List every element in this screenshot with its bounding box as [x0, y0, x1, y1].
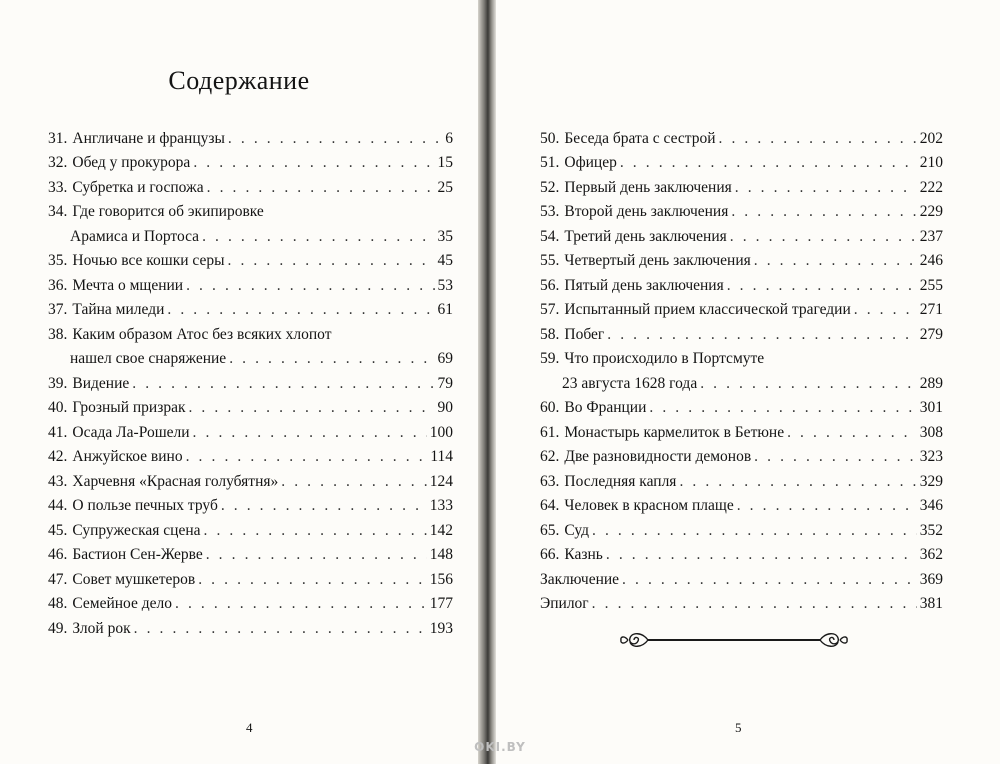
dot-leader [854, 301, 917, 319]
chapter-title: Супружеская сцена [72, 521, 201, 539]
chapter-page-number: 61 [437, 301, 453, 318]
toc-entry [48, 126, 453, 151]
dot-leader [228, 130, 442, 148]
chapter-title: Видение [72, 374, 130, 392]
chapter-number: 42. [48, 448, 68, 465]
dot-leader [679, 473, 916, 491]
decorative-divider-icon [618, 628, 850, 652]
dot-leader [787, 424, 917, 442]
chapter-title: нашел свое снаряжение [70, 350, 227, 367]
toc-entry [48, 224, 453, 249]
chapter-number: 55. [540, 252, 560, 269]
chapter-number: 38. [48, 325, 68, 343]
chapter-page-number: 279 [919, 325, 943, 343]
dot-leader [592, 595, 917, 613]
chapter-page-number: 202 [919, 129, 943, 147]
chapter-number: 57. [540, 301, 560, 318]
toc-entry [540, 567, 943, 592]
toc-entry [540, 445, 943, 470]
toc-entry [48, 494, 453, 519]
chapter-page-number: 246 [919, 252, 943, 269]
dot-leader [132, 375, 434, 393]
chapter-title: Офицер [564, 154, 617, 171]
dot-leader [735, 179, 917, 197]
chapter-title: Злой рок [72, 619, 131, 637]
chapter-page-number: 177 [429, 595, 453, 612]
toc-entry [540, 543, 943, 568]
chapter-number: 65. [540, 521, 560, 539]
dot-leader [186, 277, 434, 295]
chapter-number: 54. [540, 227, 560, 245]
toc-list-right [540, 126, 943, 616]
chapter-page-number: 346 [919, 497, 943, 514]
page-number-left: 4 [246, 720, 253, 735]
chapter-number: 61. [540, 423, 560, 441]
chapter-title: Монастырь кармелиток в Бетюне [564, 423, 785, 441]
chapter-number: 62. [540, 448, 560, 465]
toc-entry [48, 371, 453, 396]
toc-entry [48, 249, 453, 274]
toc-entry [48, 469, 453, 494]
chapter-title: Осада Ла-Рошели [72, 423, 190, 441]
chapter-title: Семейное дело [72, 595, 173, 612]
chapter-number: 50. [540, 129, 560, 147]
chapter-page-number: 90 [437, 399, 453, 416]
chapter-number: 44. [48, 497, 68, 514]
dot-leader [719, 130, 917, 148]
chapter-number: 40. [48, 399, 68, 416]
chapter-page-number: 45 [437, 252, 453, 269]
dot-leader [737, 497, 917, 515]
toc-entry [48, 567, 453, 592]
chapter-page-number: 15 [437, 154, 453, 171]
chapter-page-number: 69 [437, 350, 453, 367]
chapter-number: 41. [48, 423, 68, 441]
dot-leader [206, 546, 427, 564]
chapter-title: Совет мушкетеров [72, 570, 196, 588]
chapter-number: 36. [48, 276, 68, 294]
chapter-number: 56. [540, 276, 560, 294]
chapter-page-number: 229 [919, 203, 943, 220]
chapter-number: 52. [540, 178, 560, 196]
chapter-title: Заключение [540, 570, 620, 588]
chapter-title: Бастион Сен-Жерве [72, 546, 203, 563]
toc-entry [540, 273, 943, 298]
toc-entry [540, 175, 943, 200]
chapter-number: 35. [48, 252, 68, 269]
toc-entry [48, 616, 453, 641]
chapter-title: Где говорится об экипировке [72, 203, 264, 220]
toc-entry [48, 445, 453, 470]
chapter-number: 47. [48, 570, 68, 588]
dot-leader [649, 399, 916, 417]
chapter-title: Анжуйское вино [72, 448, 183, 465]
dot-leader [620, 154, 917, 172]
toc-entry [48, 200, 453, 225]
toc-entry [540, 298, 943, 323]
chapter-title: Первый день заключения [564, 178, 732, 196]
toc-entry [540, 224, 943, 249]
chapter-page-number: 289 [919, 374, 943, 392]
toc-entry [48, 420, 453, 445]
toc-entry [48, 298, 453, 323]
chapter-number: 60. [540, 399, 560, 416]
toc-entry [540, 469, 943, 494]
chapter-title: Побег [564, 325, 605, 343]
dot-leader [727, 277, 917, 295]
chapter-number: 31. [48, 129, 68, 147]
chapter-number: 48. [48, 595, 68, 612]
toc-entry [540, 126, 943, 151]
chapter-title: Обед у прокурора [72, 154, 191, 171]
chapter-page-number: 362 [919, 546, 943, 563]
dot-leader [731, 203, 916, 221]
chapter-number: 49. [48, 619, 68, 637]
chapter-page-number: 237 [919, 227, 943, 245]
chapter-page-number: 352 [919, 521, 943, 539]
chapter-page-number: 114 [430, 448, 453, 465]
chapter-page-number: 381 [919, 595, 943, 612]
chapter-title: Каким образом Атос без всяких хлопот [72, 325, 332, 343]
chapter-page-number: 6 [445, 129, 453, 147]
chapter-page-number: 323 [919, 448, 943, 465]
page-number-right: 5 [735, 720, 742, 735]
chapter-page-number: 329 [919, 472, 943, 490]
dot-leader [730, 228, 917, 246]
chapter-number: 46. [48, 546, 68, 563]
toc-entry [540, 200, 943, 225]
chapter-page-number: 193 [429, 619, 453, 637]
chapter-page-number: 133 [429, 497, 453, 514]
chapter-page-number: 25 [437, 178, 453, 196]
toc-entry [48, 175, 453, 200]
chapter-title: Во Франции [564, 399, 647, 416]
dot-leader [607, 326, 917, 344]
chapter-title: Две разновидности демонов [564, 448, 752, 465]
toc-entry [48, 543, 453, 568]
toc-entry [540, 249, 943, 274]
chapter-title: О пользе печных труб [72, 497, 218, 514]
chapter-title: 23 августа 1628 года [562, 374, 698, 392]
chapter-page-number: 210 [919, 154, 943, 171]
watermark-logo: OKI.BY [474, 740, 526, 754]
toc-list-left [48, 126, 453, 641]
chapter-page-number: 148 [429, 546, 453, 563]
chapter-title: Третий день заключения [564, 227, 727, 245]
book-gutter [478, 0, 496, 764]
dot-leader [700, 375, 917, 393]
chapter-number: 63. [540, 472, 560, 490]
chapter-title: Второй день заключения [564, 203, 729, 220]
toc-entry [48, 151, 453, 176]
toc-entry [48, 396, 453, 421]
chapter-number: 39. [48, 374, 68, 392]
chapter-number: 51. [540, 154, 560, 171]
chapter-number: 32. [48, 154, 68, 171]
chapter-title: Суд [564, 521, 589, 539]
chapter-number: 43. [48, 472, 68, 490]
chapter-page-number: 79 [437, 374, 453, 392]
toc-entry [540, 396, 943, 421]
dot-leader [754, 448, 917, 466]
dot-leader [207, 179, 435, 197]
chapter-title: Англичане и французы [72, 129, 225, 147]
chapter-page-number: 142 [429, 521, 453, 539]
dot-leader [221, 497, 427, 515]
chapter-title: Арамиса и Портоса [70, 227, 200, 245]
toc-entry [48, 322, 453, 347]
chapter-page-number: 222 [919, 178, 943, 196]
toc-entry [540, 494, 943, 519]
dot-leader [134, 620, 427, 638]
page-title: Содержание [168, 66, 310, 95]
chapter-title: Харчевня «Красная голубятня» [72, 472, 279, 490]
chapter-title: Испытанный прием классической трагедии [564, 301, 851, 318]
toc-entry [540, 371, 943, 396]
toc-entry [540, 518, 943, 543]
chapter-page-number: 100 [429, 423, 453, 441]
chapter-title: Субретка и госпожа [72, 178, 204, 196]
toc-entry [540, 347, 943, 372]
chapter-title: Тайна миледи [72, 301, 165, 318]
chapter-number: 34. [48, 203, 68, 220]
dot-leader [622, 571, 917, 589]
dot-leader [606, 546, 917, 564]
toc-entry [540, 151, 943, 176]
dot-leader [754, 252, 917, 270]
chapter-title: Беседа брата с сестрой [564, 129, 716, 147]
toc-entry [540, 322, 943, 347]
dot-leader [188, 399, 434, 417]
dot-leader [228, 252, 435, 270]
toc-entry [48, 518, 453, 543]
chapter-number: 58. [540, 325, 560, 343]
dot-leader [193, 154, 434, 172]
chapter-page-number: 271 [919, 301, 943, 318]
chapter-page-number: 255 [919, 276, 943, 294]
chapter-number: 33. [48, 178, 68, 196]
chapter-title: Ночью все кошки серы [72, 252, 225, 269]
chapter-title: Четвертый день заключения [564, 252, 751, 269]
toc-entry [540, 420, 943, 445]
chapter-title: Человек в красном плаще [564, 497, 734, 514]
dot-leader [281, 473, 426, 491]
chapter-number: 66. [540, 546, 560, 563]
dot-leader [193, 424, 427, 442]
dot-leader [592, 522, 917, 540]
toc-entry [540, 592, 943, 617]
dot-leader [186, 448, 428, 466]
chapter-number: 45. [48, 521, 68, 539]
chapter-number: 64. [540, 497, 560, 514]
dot-leader [198, 571, 427, 589]
dot-leader [167, 301, 434, 319]
chapter-page-number: 124 [429, 472, 453, 490]
chapter-page-number: 369 [919, 570, 943, 588]
chapter-page-number: 308 [919, 423, 943, 441]
chapter-title: Мечта о мщении [72, 276, 184, 294]
chapter-title: Казнь [564, 546, 603, 563]
chapter-number: 59. [540, 350, 560, 367]
chapter-page-number: 35 [437, 227, 453, 245]
dot-leader [202, 228, 434, 246]
chapter-number: 53. [540, 203, 560, 220]
toc-entry [48, 273, 453, 298]
chapter-page-number: 156 [429, 570, 453, 588]
chapter-title: Последняя капля [564, 472, 677, 490]
chapter-page-number: 53 [437, 276, 453, 294]
toc-entry [48, 592, 453, 617]
dot-leader [204, 522, 427, 540]
toc-entry [48, 347, 453, 372]
chapter-title: Что происходило в Портсмуте [564, 350, 765, 367]
chapter-page-number: 301 [919, 399, 943, 416]
chapter-number: 37. [48, 301, 68, 318]
chapter-title: Грозный призрак [72, 399, 186, 416]
chapter-title: Пятый день заключения [564, 276, 724, 294]
dot-leader [229, 350, 434, 368]
dot-leader [175, 595, 427, 613]
chapter-title: Эпилог [540, 595, 589, 612]
